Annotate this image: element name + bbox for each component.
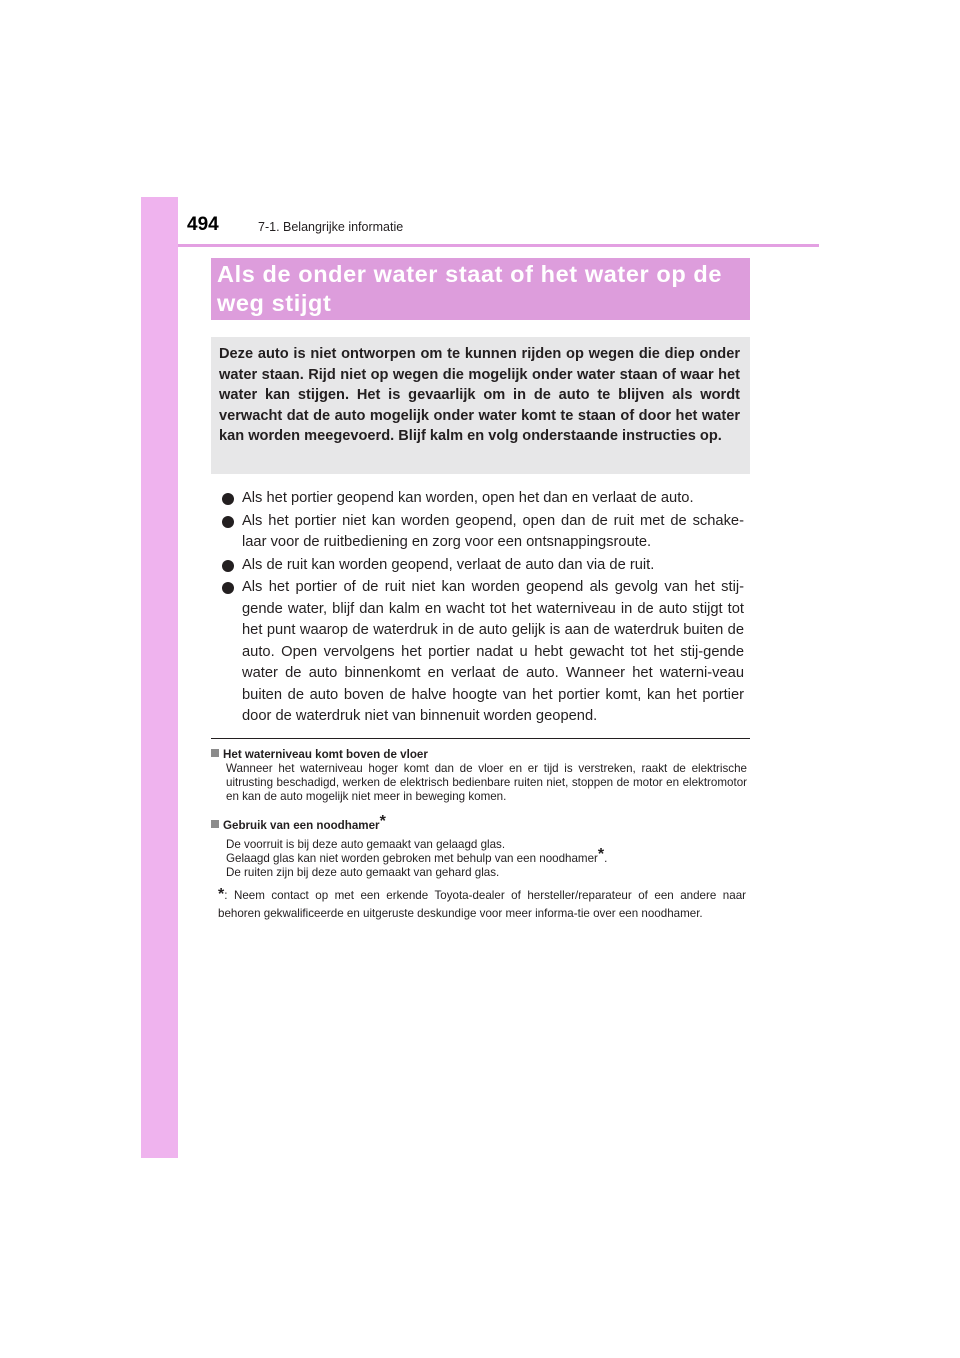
- asterisk-mark: *: [218, 886, 225, 903]
- bullet-icon: [222, 582, 234, 594]
- asterisk-mark: *: [379, 813, 386, 830]
- intro-text: Deze auto is niet ontworpen om te kunnen rijden op wegen die diep onder water staan. Rijd niet op wegen die mogelijk onder water staan of waar het water kan stijgen. Het is gevaarlijk om in de auto te blijven als wordt verwacht dat de auto mogelijk onder water komt te staan of door het water kan worden meegevoerd. Blijf kalm en volg onderstaande instructies op.: [219, 346, 740, 445]
- note-hammer: [211, 813, 747, 880]
- chapter-tab-sidebar: [141, 197, 178, 1158]
- section-title: Als de onder water staat of het water op de weg stijgt: [217, 261, 723, 316]
- footnote: *: Neem contact op met een erkende Toyota-dealer of hersteller/reparateur of een andere naar behoren gekwalificeerde en uitgeruste deskundige voor meer informa-tie over een noodhamer.: [218, 886, 746, 920]
- list-item: [222, 555, 744, 577]
- section-title-box: [211, 258, 750, 320]
- list-item-text: Als het portier of de ruit niet kan worden geopend als gevolg van het stij-gende water, blijf dan kalm en wacht tot het waterniveau in de auto stijgt tot het punt waarop de waterdruk in de auto gelijk is aan de waterdruk buiten de auto. Open vervolgens het portier nadat u hebt gewacht tot het stij-gende water de auto binnenkomt en verlaat de auto. Wanneer het waterni-veau buiten de auto boven de halve hoogte van het portier komt, kan het portier door de waterdruk niet van binnenuit worden geopend.: [242, 579, 744, 724]
- instruction-list: [222, 488, 744, 729]
- note-heading: Gebruik van een noodhamer: [223, 819, 380, 832]
- list-item: [222, 511, 744, 554]
- list-item: [222, 488, 744, 510]
- note-water-level: [211, 747, 747, 804]
- list-item: [222, 577, 744, 728]
- footnote-text: Neem contact op met een erkende Toyota-dealer of hersteller/reparateur of een andere naar behoren gekwalificeerde en uitgeruste deskundige voor meer informa-tie over een noodhamer.: [218, 889, 746, 920]
- notes-divider: [211, 738, 750, 739]
- bullet-icon: [222, 560, 234, 572]
- note-body-line: De voorruit is bij deze auto gemaakt van gelaagd glas.: [226, 838, 506, 851]
- bullet-icon: [222, 516, 234, 528]
- header-rule: [178, 244, 819, 247]
- square-bullet-icon: [211, 820, 219, 828]
- note-heading: Het waterniveau komt boven de vloer: [223, 748, 428, 761]
- list-item-text: Als de ruit kan worden geopend, verlaat de auto dan via de ruit.: [242, 556, 655, 573]
- section-label: 7-1. Belangrijke informatie: [258, 220, 404, 234]
- note-body: Wanneer het waterniveau hoger komt dan de vloer en er tijd is verstreken, raakt de elektrische uitrusting beschadigd, werken de elektrisch bedienbare ruiten niet, stoppen de motor en elektromotor en kan de auto mogelijk niet meer in beweging komen.: [226, 762, 747, 803]
- list-item-text: Als het portier niet kan worden geopend, open dan de ruit met de schake-laar voor de ruitbediening en zorg voor een ontsnappingsroute.: [242, 512, 744, 550]
- page-number: 494: [187, 214, 219, 235]
- intro-box: [211, 337, 750, 474]
- note-body-line: De ruiten zijn bij deze auto gemaakt van gehard glas.: [226, 866, 500, 879]
- bullet-icon: [222, 493, 234, 505]
- note-body-line: Gelaagd glas kan niet worden gebroken met behulp van een noodhamer*.: [226, 846, 608, 865]
- asterisk-mark: *: [597, 846, 605, 863]
- list-item-text: Als het portier geopend kan worden, open het dan en verlaat de auto.: [242, 490, 694, 506]
- square-bullet-icon: [211, 749, 219, 757]
